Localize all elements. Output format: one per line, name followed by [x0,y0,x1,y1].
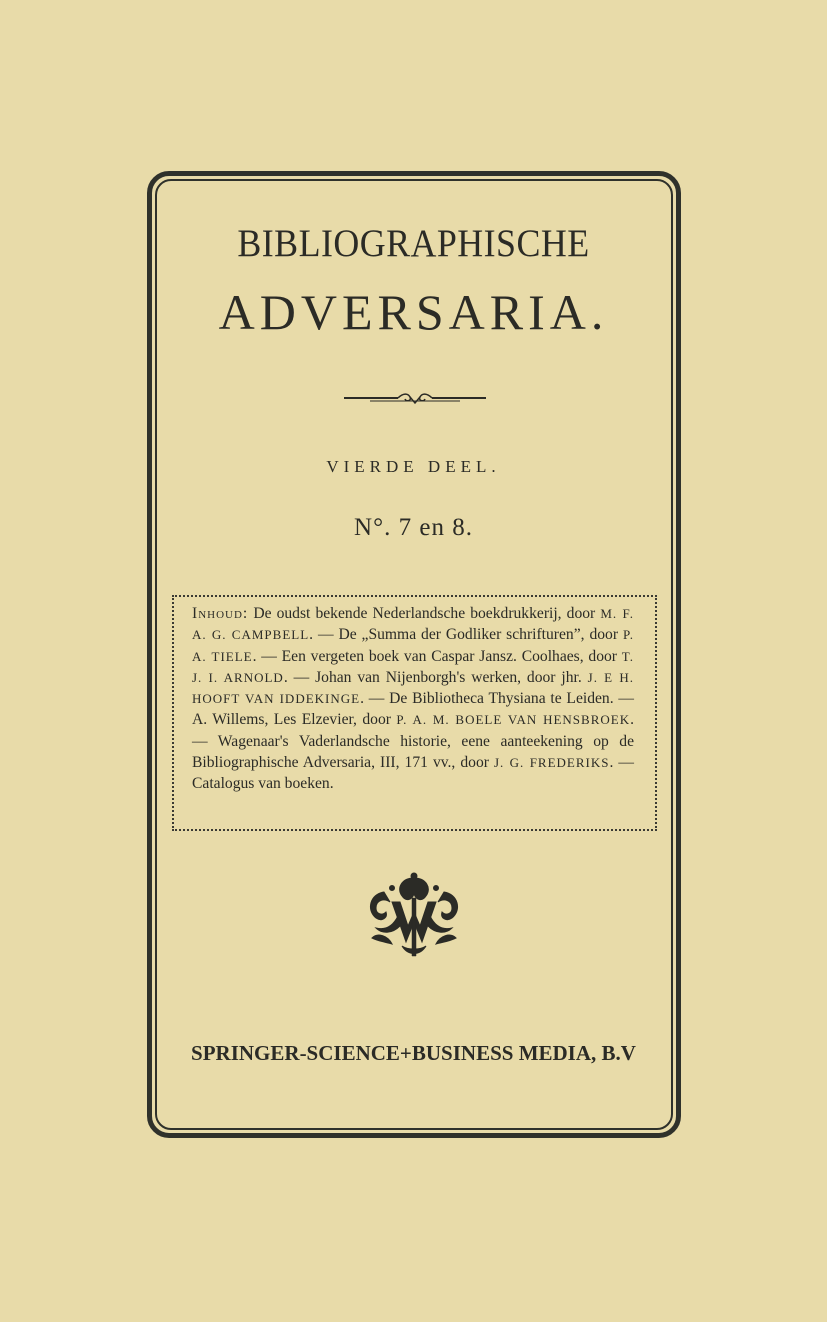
contents-segment: . — Johan van Nijenborgh's werken, door jhr. [283,668,588,686]
ornamental-rule-icon [340,388,490,408]
title-line-2: ADVERSARIA. [218,284,609,340]
contents-text [192,603,634,795]
contents-author: T. J. I. ARNOLD [192,648,634,685]
publisher-emblem-icon [362,872,466,960]
volume-part: VIERDE DEEL. [326,457,501,476]
contents-author: J. G. FREDERIKS [493,755,610,771]
contents-segment: . — Een vergeten boek van Caspar Jansz. Coolhaes, door [252,647,622,665]
contents-segment: . — De „Summa der Godliker schrifturen”, door [309,626,623,644]
contents-segment: . — Catalogus van boeken. [192,754,635,793]
contents-author: P. A. TIELE [192,627,634,664]
contents-author: P. A. M. BOELE VAN HENSBROEK [396,712,631,728]
issue-number: N°. 7 en 8. [354,514,473,541]
contents-author: M. F. A. G. CAMPBELL [192,606,634,643]
contents-lead: Inhoud: [192,605,249,622]
publisher-name: SPRINGER-SCIENCE+BUSINESS MEDIA, B.V [191,1041,636,1065]
title-line-1: BIBLIOGRAPHISCHE [237,222,590,265]
contents-author: J. E H. HOOFT VAN IDDEKINGE [192,669,635,707]
contents-segment: . — Wagenaar's Vaderlandsche historie, eene aanteekening op de Bibliographische Adversaria, III, 171 vv., door [192,711,634,772]
contents-segment: . — De Bibliotheca Thysiana te Leiden. — A. Willems, Les Elzevier, door [192,690,634,729]
contents-segment: De oudst bekende Nederlandsche boekdrukkerij, door [253,605,601,622]
